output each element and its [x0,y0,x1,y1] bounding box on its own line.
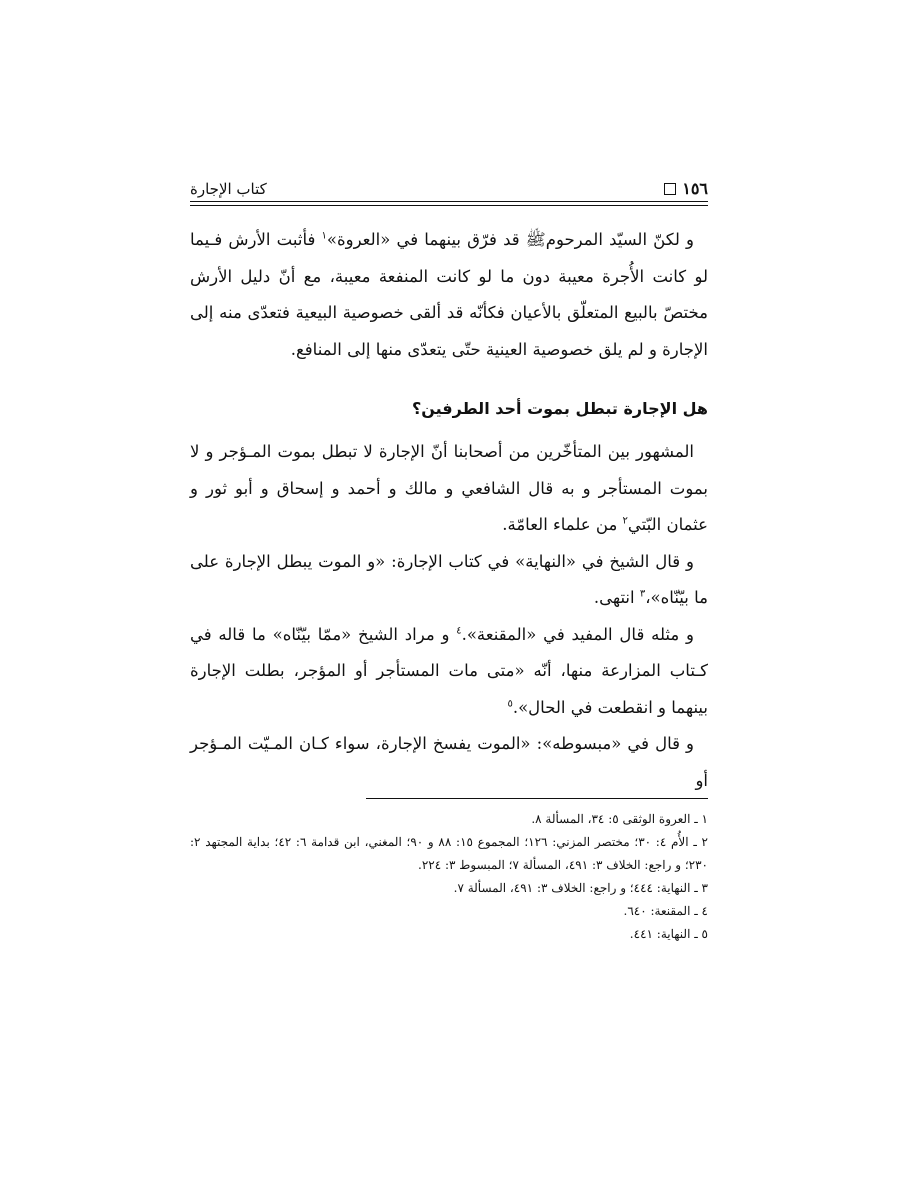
paragraph-text: و لكنّ السيّد المرحومﷺ قد فرّق بينهما في «العروة» [326,230,694,249]
footnote-rule [366,798,708,799]
paragraph-text: و مراد الشيخ «ممّا بيّنّاه» ما قاله في كـتاب المزارعة منها، أنّه «متى مات المستأجر أو المؤجر، بطلت الإجارة بينهما و انقطعت في الحال». [190,624,708,717]
footnote-ref[interactable]: ٤ [456,625,462,636]
paragraph-text: المشهور بين المتأخّرين من أصحابنا أنّ الإجارة لا تبطل بموت المـؤجر و لا بموت المستأجر و به قال الشافعي و مالك و أحمد و إسحاق و أبو ثور و عثمان البّتي [190,442,708,534]
paragraph-1 [190,222,708,368]
page-number-text: ١٥٦ [682,179,708,198]
paragraph-text: انتهى. [593,588,640,607]
footnote-5: ٥ ـ النهاية: ٤٤١. [629,927,708,941]
footnote-ref[interactable]: ٢ [622,515,628,527]
body-text [190,222,708,799]
header-rule-thick [190,201,708,202]
footnote-1: ١ ـ العروة الوثقى ٥: ٣٤، المسألة ٨. [531,812,708,826]
running-title: كتاب الإجارة [190,180,267,198]
paragraph-2 [190,434,708,544]
paragraph-5 [190,726,708,799]
footnote-ref[interactable]: ٥ [507,698,513,709]
footnote-ref[interactable]: ١ [321,230,327,242]
paragraph-text: و مثله قال المفيد في «المقنعة». [461,624,694,644]
section-heading: هل الإجارة تبطل بموت أحد الطرفين؟ [411,399,708,418]
footnotes [190,808,708,946]
paragraph-text: فأثبت الأرش فـيما لو كانت الأُجرة معيبة دون ما لو كانت المنفعة معيبة، مع أنّ دليل الأرش مختصّ بالبيع المتعلّق بالأعيان فكأنّه قد ألقى خصوصية البيعية فتعدّى منه إلى الإجارة و لم يلق خصوصية العينية حتّى يتعدّى منها إلى المنافع. [190,230,708,359]
footnote-2: ٢ ـ الأُم ٤: ٣٠؛ مختصر المزني: ١٢٦؛ المجموع ١٥: ٨٨ و ٩٠؛ المغني، ابن قدامة ٦: ٤٢؛ بداية المجتهد ٢: ٢٣٠؛ و راجع: الخلاف ٣: ٤٩١، المسألة ٧؛ المبسوط ٣: ٢٢٤. [190,835,708,872]
footnote-ref[interactable]: ٣ [639,588,646,600]
header-rule-thin [190,205,708,206]
paragraph-text: و قال الشيخ في «النهاية» في كتاب الإجارة: «و الموت يبطل الإجارة على ما بيّنّاه»، [190,551,708,607]
paragraph-4 [190,617,708,727]
paragraph-text: و قال في «مبسوطه»: «الموت يفسخ الإجارة، سواء كـان المـيّت المـؤجر أو [190,734,708,790]
paragraph-3 [190,544,708,617]
page-number [664,180,708,198]
footnote-4: ٤ ـ المقنعة: ٦٤٠. [623,904,708,918]
footnote-3: ٣ ـ النهاية: ٤٤٤؛ و راجع: الخلاف ٣: ٤٩١، المسألة ٧. [453,881,708,895]
square-icon [664,183,676,195]
paragraph-text: من علماء العامّة. [502,515,623,534]
running-header [190,180,708,198]
